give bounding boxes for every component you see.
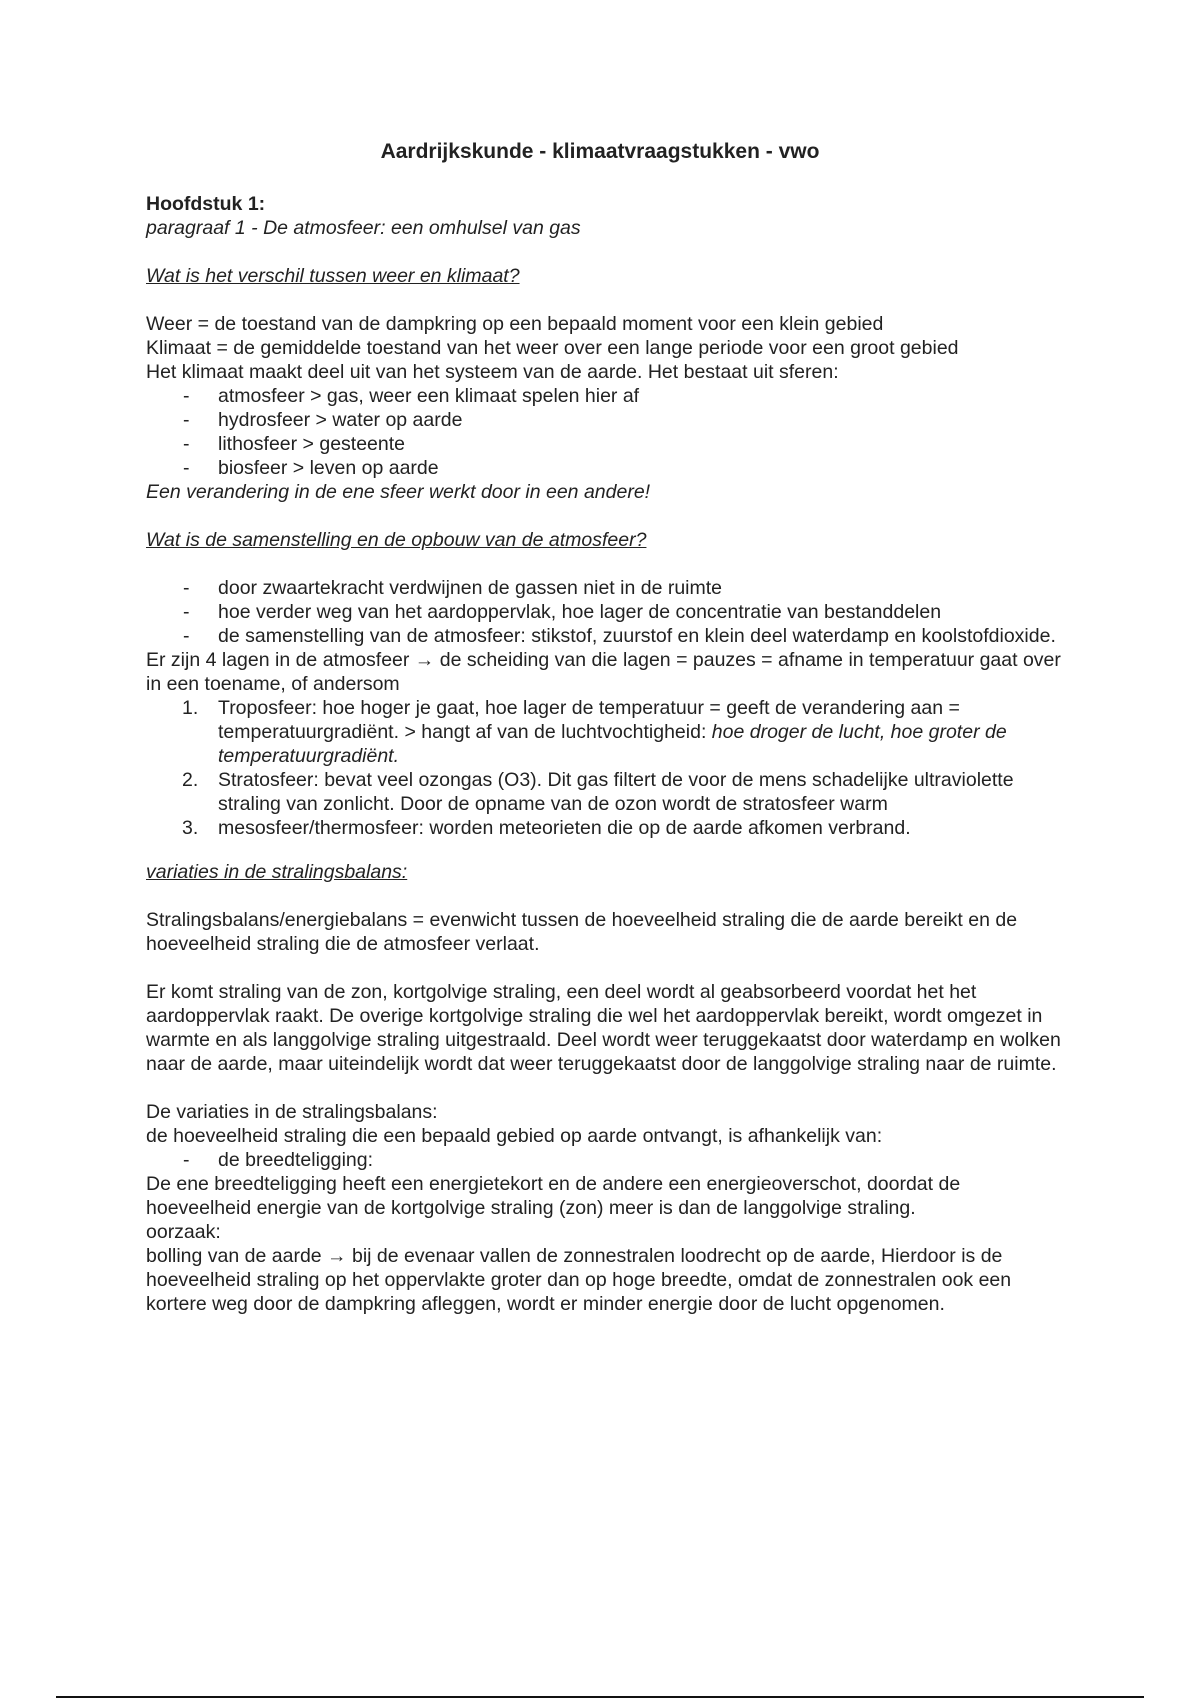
list-number: 2. [182,769,199,791]
list-item [146,768,1066,816]
composition-list [146,576,1066,648]
section-heading-radiation-balance: variaties in de stralingsbalans: [146,861,408,883]
list-item: - de breedteligging: [146,1148,1066,1172]
cause-label: oorzaak: [146,1221,221,1243]
list-item: - atmosfeer > gas, weer een klimaat spelen hier af [146,384,1066,408]
latitude-list [146,1148,1066,1172]
latitude-explanation: De ene breedteligging heeft een energietekort en de andere een energieoverschot, doordat de hoeveelheid energie van de kortgolvige straling (zon) meer is dan de langgolvige straling. [146,1173,961,1219]
layer-italic-text: hoe droger de lucht, hoe groter de temperatuurgradiënt. [218,721,1007,767]
definition-climate: Klimaat = de gemiddelde toestand van het weer over een lange periode voor een groot gebied [146,337,959,359]
list-item: - lithosfeer > gesteente [146,432,1066,456]
paragraph-heading: paragraaf 1 - De atmosfeer: een omhulsel van gas [146,217,581,239]
radiation-definition: Stralingsbalans/energiebalans = evenwicht tussen de hoeveelheid straling die de aarde bereikt en de hoeveelheid straling die de atmosfeer verlaat. [146,909,1018,955]
variations-intro: De variaties in de stralingsbalans: [146,1101,438,1123]
spheres-intro: Het klimaat maakt deel uit van het systeem van de aarde. Het bestaat uit sferen: [146,361,839,383]
variations-dependency: de hoeveelheid straling die een bepaald gebied op aarde ontvangt, is afhankelijk van: [146,1125,883,1147]
list-item: - door zwaartekracht verdwijnen de gassen niet in de ruimte [146,576,1066,600]
list-item: - hoe verder weg van het aardoppervlak, hoe lager de concentratie van bestanddelen [146,600,1066,624]
section-heading-weather-climate: Wat is het verschil tussen weer en klimaat? [146,265,520,287]
list-item: - biosfeer > leven op aarde [146,456,1066,480]
layer-text: Stratosfeer: bevat veel ozongas (O3). Dit gas filtert de voor de mens schadelijke ultraviolette straling van zonlicht. Door de opname van de ozon wordt de stratosfeer warm [218,769,1014,815]
spheres-note: Een verandering in de ene sfeer werkt door in een andere! [146,481,651,503]
layers-list [146,696,1066,840]
definition-weather: Weer = de toestand van de dampkring op een bepaald moment voor een klein gebied [146,313,884,335]
cause-explanation: bolling van de aarde → bij de evenaar vallen de zonnestralen loodrecht op de aarde, Hierdoor is de hoeveelheid straling op het oppervlakte groter dan op hoge breedte, omdat de zonnestralen ook een kortere weg door de dampkring afleggen, wordt er minder energie door de lucht opgenomen. [146,1245,1012,1315]
document-title: Aardrijkskunde - klimaatvraagstukken - vwo [380,140,820,163]
list-item [146,816,1066,840]
list-number: 1. [182,697,199,719]
list-item [146,696,1066,768]
list-number: 3. [182,817,199,839]
list-item: - hydrosfeer > water op aarde [146,408,1066,432]
list-item: - de samenstelling van de atmosfeer: stikstof, zuurstof en klein deel waterdamp en koolstofdioxide. [146,624,1066,648]
section-heading-atmosphere-composition: Wat is de samenstelling en de opbouw van de atmosfeer? [146,529,647,551]
chapter-heading: Hoofdstuk 1: [146,193,266,215]
layer-text: mesosfeer/thermosfeer: worden meteorieten die op de aarde afkomen verbrand. [218,817,911,839]
radiation-explanation: Er komt straling van de zon, kortgolvige straling, een deel wordt al geabsorbeerd voordat het het aardoppervlak raakt. De overige kortgolvige straling die wel het aardoppervlak bereikt, wordt omgezet in warmte en als langgolvige straling uitgestraald. Deel wordt weer teruggekaatst door waterdamp en wolken naar de aarde, maar uiteindelijk wordt dat weer teruggekaatst door de langgolvige straling naar de ruimte. [146,981,1061,1075]
spheres-list [146,384,1066,480]
page-bottom-rule [56,1696,1144,1698]
document-page [146,140,1066,1316]
layer-text: Troposfeer: hoe hoger je gaat, hoe lager de temperatuur = geeft de verandering aan = temperatuurgradiënt. > hangt af van de luchtvochtigheid: [218,697,960,743]
layers-intro: Er zijn 4 lagen in de atmosfeer → de scheiding van die lagen = pauzes = afname in temperatuur gaat over in een toename, of andersom [146,649,1061,695]
